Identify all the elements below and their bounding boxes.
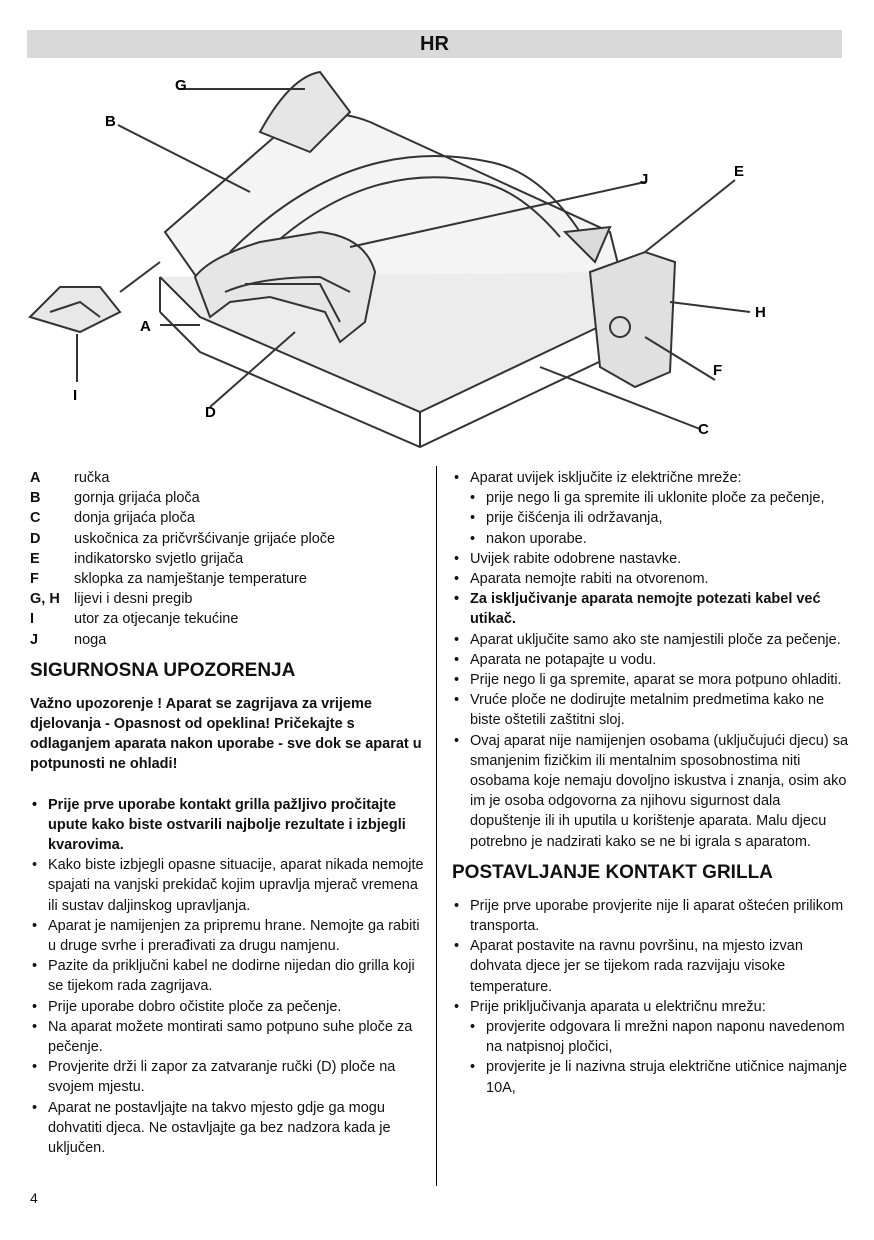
list-item: • Aparata ne potapajte u vodu. (452, 650, 852, 670)
legend-key: A (30, 470, 41, 486)
legend-key: B (30, 490, 41, 507)
list-item: • Aparat je namijenjen za pripremu hrane. Nemojte ga rabiti u druge svrhe i prerađivati za drugu namjenu. (30, 916, 430, 956)
unplug-list (452, 468, 852, 488)
list-item: • prije čišćenja ili održavanja, (468, 508, 852, 528)
legend-text: sklopka za namještanje temperature (74, 571, 307, 588)
legend-row (30, 529, 430, 549)
legend-text: indikatorsko svjetlo grijača (74, 550, 244, 567)
legend-text: donja grijaća ploča (74, 510, 195, 527)
list-item: • Aparat uvijek isključite iz električne mreže: (452, 468, 852, 488)
svg-text:C: C (698, 421, 709, 438)
unplug-sublist (452, 488, 852, 549)
legend-row (30, 569, 430, 589)
usage-list (452, 549, 852, 852)
legend-key: I (30, 611, 35, 628)
legend-key: G, H (30, 591, 60, 608)
legend-text: ručka (74, 470, 110, 486)
list-item: • Ovaj aparat nije namijenjen osobama (uključujući djecu) sa smanjenim fizičkim ili mentalnim sposobnostima niti osobama koje nemaju dovoljno iskustva i znanja, osim ako im je osoba odgovorna za njihovu sigurnost dala dopuštenje ili ih uputila u korištenje aparata. Malu djecu potrebno je nadzirati kako se ne bi igrala s aparatom. (452, 731, 852, 852)
list-item: • Aparat postavite na ravnu površinu, na mjesto izvan dohvata djece jer se tijekom rada razvijaju visoke temperature. (452, 936, 852, 997)
legend-row (30, 589, 430, 609)
legend-text: lijevi i desni pregib (74, 591, 193, 608)
list-item: • prije nego li ga spremite ili uklonite ploče za pečenje, (468, 488, 852, 508)
legend-key: E (30, 550, 40, 567)
list-item: • Prije priključivanja aparata u električnu mrežu: (452, 997, 852, 1017)
legend-row (30, 468, 430, 488)
legend-text: utor za otjecanje tekućine (74, 611, 239, 628)
svg-text:J: J (640, 171, 649, 188)
legend-text: uskočnica za pričvršćivanje grijaće ploče (74, 530, 336, 547)
list-item: • Aparat uključite samo ako ste namjestili ploče za pečenje. (452, 630, 852, 650)
list-item: • provjerite je li nazivna struja električne utičnice najmanje 10A, (468, 1057, 852, 1097)
list-item: • Prije nego li ga spremite, aparat se mora potpuno ohladiti. (452, 670, 852, 690)
list-item: • Kako biste izbjegli opasne situacije, aparat nikada nemojte spajati na vanjski prekidač kojim upravlja mjerač vremena ili sustav daljinskog upravljanja. (30, 855, 430, 916)
legend-row (30, 630, 430, 650)
grill-diagram (20, 62, 840, 452)
legend-row (30, 508, 430, 528)
legend-key: D (30, 530, 41, 547)
right-column (452, 468, 852, 1098)
svg-text:B: B (105, 113, 116, 130)
language-code: HR (420, 33, 449, 55)
list-item: • Aparata nemojte rabiti na otvorenom. (452, 569, 852, 589)
safety-list (30, 795, 430, 1159)
setup-sublist (452, 1017, 852, 1098)
setup-list (452, 896, 852, 1017)
list-item: • Prije prve uporabe kontakt grilla pažljivo pročitajte upute kako biste ostvarili najbolje rezultate i izbjegli kvarovima. (30, 795, 430, 856)
svg-text:E: E (734, 163, 745, 180)
legend-row (30, 609, 430, 629)
column-divider (436, 466, 437, 1186)
svg-text:A: A (140, 318, 151, 335)
language-header (27, 30, 842, 58)
list-item: • Pazite da priključni kabel ne dodirne nijedan dio grilla koji se tijekom rada zagrijava. (30, 956, 430, 996)
list-item: • Za isključivanje aparata nemojte potezati kabel već utikač. (452, 589, 852, 629)
legend-text: noga (74, 631, 107, 648)
parts-legend (30, 468, 430, 650)
list-item: • provjerite odgovara li mrežni napon naponu navedenom na natpisnoj pločici, (468, 1017, 852, 1057)
legend-key: F (30, 571, 39, 588)
list-item: • Na aparat možete montirati samo potpuno suhe ploče za pečenje. (30, 1017, 430, 1057)
list-item: • nakon uporabe. (468, 529, 852, 549)
safety-warning: Važno upozorenje ! Aparat se zagrijava za vrijeme djelovanja - Opasnost od opeklina! Pričekajte s odlaganjem aparata nakon uporabe - sve dok se aparat u potpunosti ne ohladi! (30, 695, 422, 773)
list-item: • Aparat ne postavljajte na takvo mjesto gdje ga mogu dohvatiti djeca. Ne ostavljajte ga bez nadzora kada je uključen. (30, 1098, 430, 1159)
legend-key: C (30, 510, 41, 527)
svg-text:F: F (713, 362, 723, 379)
list-item: • Prije uporabe dobro očistite ploče za pečenje. (30, 997, 430, 1017)
left-column (30, 468, 430, 1158)
setup-heading: POSTAVLJANJE KONTAKT GRILLA (452, 861, 773, 883)
svg-text:H: H (755, 304, 766, 321)
list-item: • Prije prve uporabe provjerite nije li aparat oštećen prilikom transporta. (452, 896, 852, 936)
svg-text:D: D (205, 404, 216, 421)
list-item: • Vruće ploče ne dodirujte metalnim predmetima kako ne biste oštetili zaštitni sloj. (452, 690, 852, 730)
legend-text: gornja grijaća ploča (74, 490, 200, 507)
legend-row (30, 488, 430, 508)
safety-heading: SIGURNOSNA UPOZORENJA (30, 659, 296, 681)
svg-text:G: G (175, 77, 187, 94)
svg-text:I: I (73, 387, 78, 404)
legend-row (30, 549, 430, 569)
legend-key: J (30, 631, 39, 648)
list-item: • Uvijek rabite odobrene nastavke. (452, 549, 852, 569)
list-item: • Provjerite drži li zapor za zatvaranje ručki (D) ploče na svojem mjestu. (30, 1057, 430, 1097)
page-number: 4 (30, 1190, 38, 1206)
